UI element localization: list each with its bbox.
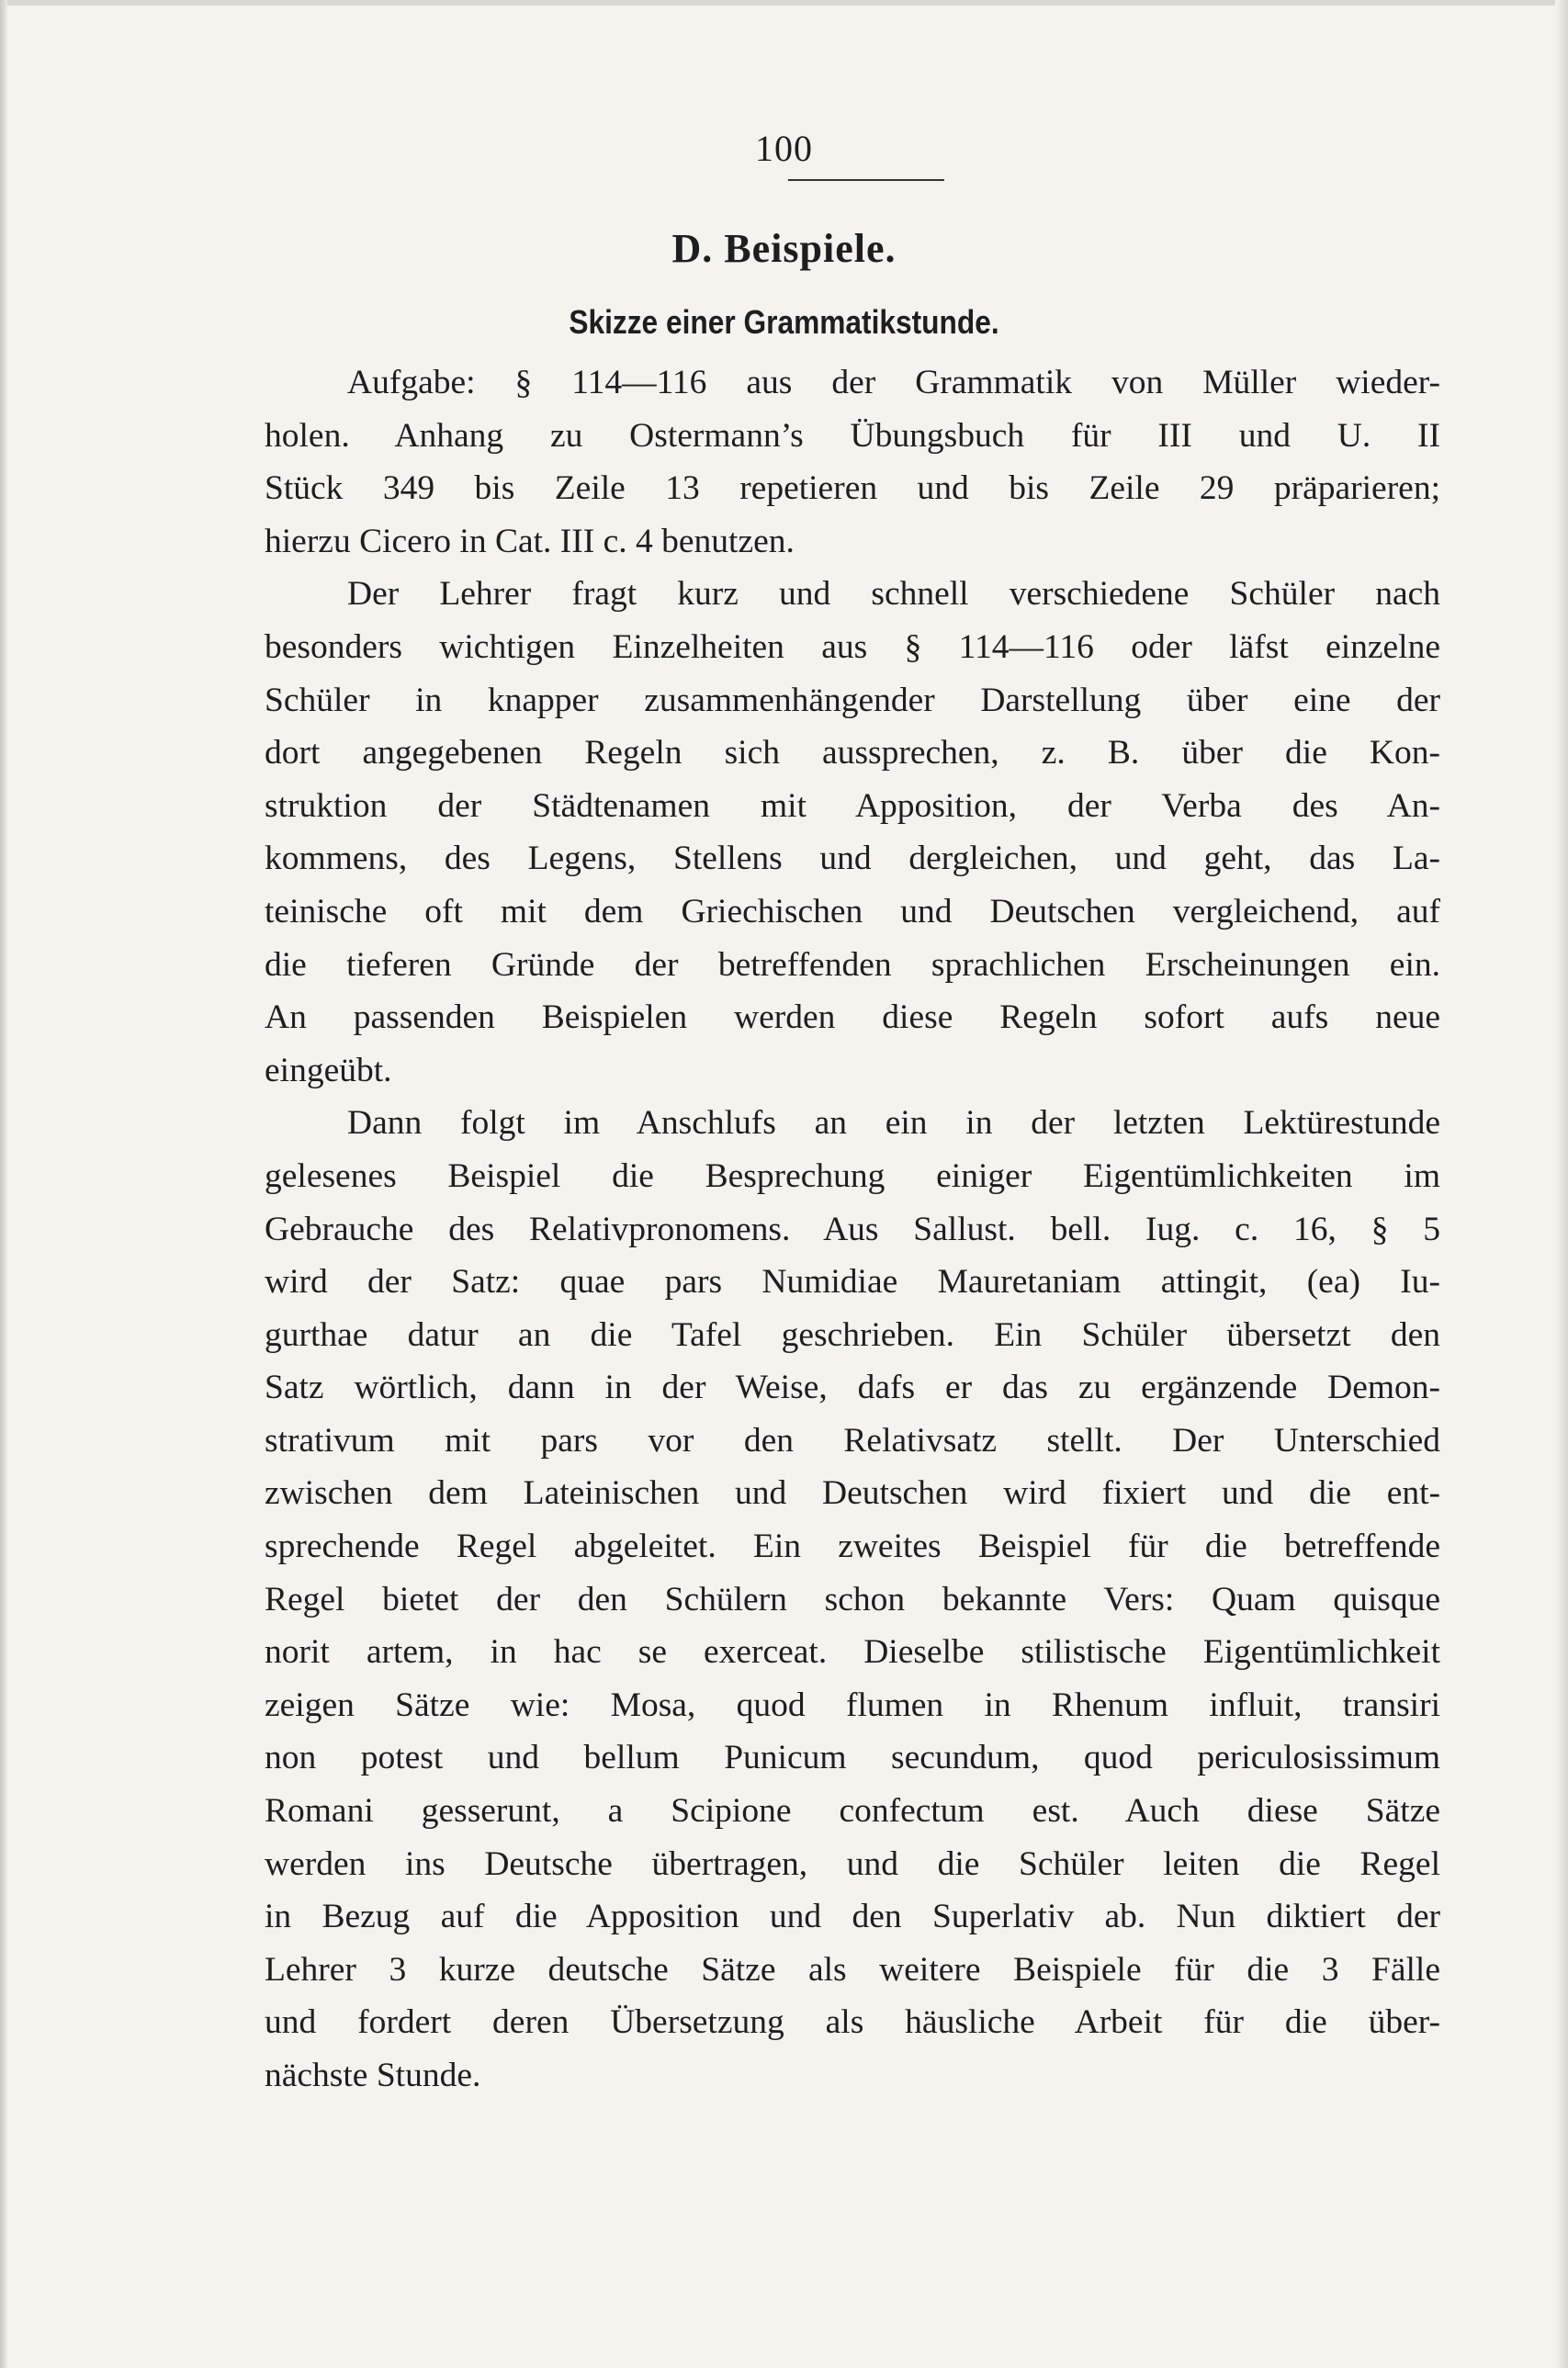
text-line: gelesenes Beispiel die Besprechung einiger Eigentümlichkeiten im (265, 1156, 1440, 1195)
text-line: Dann folgt im Anschlufs an ein in der letzten Lektürestunde (347, 1104, 1440, 1143)
text-line: eingeübt. (265, 1051, 392, 1089)
text-line: strativum mit pars vor den Relativsatz stellt. Der Unterschied (265, 1421, 1440, 1460)
text-line: dort angegebenen Regeln sich aussprechen, z. B. über die Kon- (265, 734, 1440, 772)
text-line: gurthae datur an die Tafel geschrieben. Ein Schüler übersetzt den (265, 1315, 1440, 1354)
text-line: in Bezug auf die Apposition und den Superlativ ab. Nun diktiert der (265, 1898, 1440, 1936)
text-line: Aufgabe: § 114—116 aus der Grammatik von Müller wieder- (347, 364, 1440, 401)
text-line: teinische oft mit dem Griechischen und Deutschen vergleichend, auf (265, 892, 1440, 930)
header-rule (788, 179, 944, 181)
text-line: An passenden Beispielen werden diese Regeln sofort aufs neue (265, 998, 1440, 1037)
text-line: wird der Satz: quae pars Numidiae Mauretaniam attingit, (ea) Iu- (265, 1263, 1440, 1302)
text-line: die tieferen Gründe der betreffenden sprachlichen Erscheinungen ein. (265, 945, 1440, 984)
text-line: sprechende Regel abgeleitet. Ein zweites Beispiel für die betreffende (265, 1528, 1440, 1566)
page-number: 100 (755, 128, 813, 169)
text-line: hierzu Cicero in Cat. III c. 4 benutzen. (265, 522, 795, 560)
page-left-edge (0, 0, 7, 2368)
text-line: norit artem, in hac se exerceat. Dieselbe stilistische Eigentümlichkeit (265, 1633, 1440, 1672)
text-line: Satz wörtlich, dann in der Weise, dafs er das zu ergänzende Demon- (265, 1369, 1440, 1407)
subtitle: Skizze einer Grammatikstunde. (569, 303, 999, 341)
body-text (265, 356, 1440, 2103)
page-right-edge (1555, 0, 1568, 2368)
paragraph (265, 356, 1440, 568)
text-line: Regel bietet der den Schülern schon bekannte Vers: Quam quisque (265, 1580, 1440, 1618)
text-line: besonders wichtigen Einzelheiten aus § 114—116 oder läfst einzelne (265, 627, 1440, 666)
text-line: non potest und bellum Punicum secundum, quod periculosissimum (265, 1739, 1440, 1777)
text-line: Der Lehrer fragt kurz und schnell verschiedene Schüler nach (347, 575, 1440, 614)
text-line: Romani gesserunt, a Scipione confectum est. Auch diese Sätze (265, 1792, 1440, 1831)
text-line: holen. Anhang zu Ostermann’s Übungsbuch für III und U. II (265, 416, 1440, 455)
text-line: nächste Stunde. (265, 2057, 481, 2094)
section-title: D. Beispiele. (671, 226, 897, 271)
text-line: struktion der Städtenamen mit Apposition, der Verba des An- (265, 786, 1440, 825)
text-line: Lehrer 3 kurze deutsche Sätze als weitere Beispiele für die 3 Fälle (265, 1950, 1440, 1989)
text-line: Stück 349 bis Zeile 13 repetieren und bis Zeile 29 präparieren; (265, 469, 1440, 508)
text-line: und fordert deren Übersetzung als häusliche Arbeit für die über- (265, 2003, 1440, 2042)
text-line: zwischen dem Lateinischen und Deutschen wird fixiert und die ent- (265, 1474, 1440, 1513)
text-line: kommens, des Legens, Stellens und dergleichen, und geht, das La- (265, 840, 1440, 878)
text-line: werden ins Deutsche übertragen, und die Schüler leiten die Regel (265, 1844, 1440, 1883)
text-line: Gebrauche des Relativpronomens. Aus Sallust. bell. Iug. c. 16, § 5 (265, 1210, 1440, 1248)
page-top-edge (0, 0, 1568, 6)
paragraph (265, 1097, 1440, 2102)
text-line: zeigen Sätze wie: Mosa, quod flumen in Rhenum influit, transiri (265, 1686, 1440, 1724)
text-line: Schüler in knapper zusammenhängender Darstellung über eine der (265, 681, 1440, 719)
paragraph (265, 568, 1440, 1097)
